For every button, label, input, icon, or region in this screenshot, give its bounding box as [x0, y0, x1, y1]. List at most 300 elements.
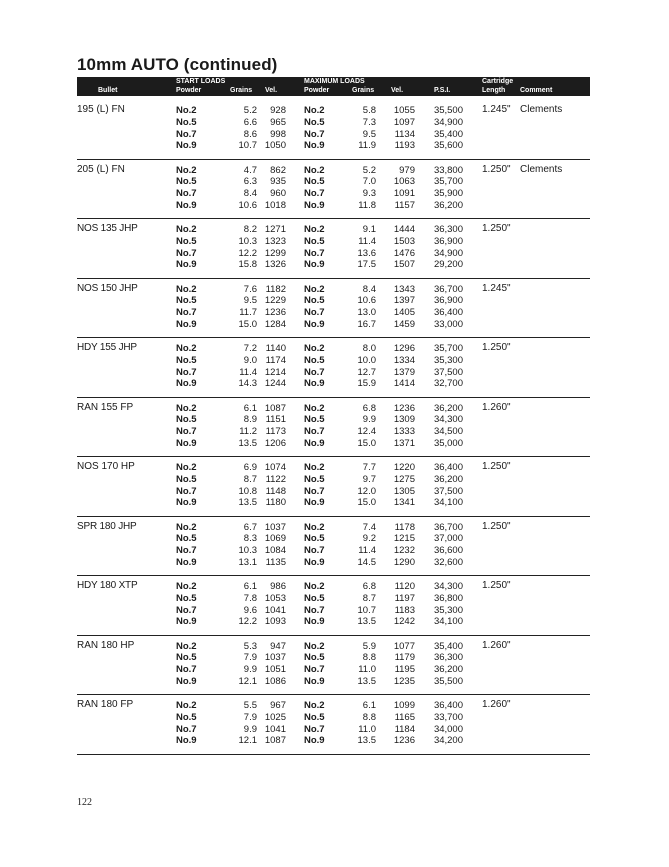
max-powder: No.2: [304, 581, 325, 592]
psi: 36,400: [433, 462, 463, 473]
start-powder: No.2: [176, 164, 197, 176]
start-powder: No.2: [176, 640, 197, 652]
start-grains: 7.9: [243, 652, 257, 664]
start-grains: 12.2: [238, 247, 257, 259]
start-grains: 5.5: [243, 700, 257, 711]
comment: Clements: [520, 104, 563, 115]
table-row: [77, 724, 590, 736]
max-powder: No.2: [304, 640, 325, 652]
psi: 36,800: [433, 592, 463, 604]
table-row: [77, 307, 590, 319]
max-powder: No.2: [304, 521, 325, 533]
max-grains: 11.4: [358, 545, 376, 557]
start-grains: 13.5: [238, 497, 257, 509]
start-vel: 1037: [264, 521, 286, 533]
max-grains: 10.0: [357, 354, 376, 366]
start-vel: 862: [270, 164, 286, 176]
max-grains: 11.0: [358, 723, 376, 735]
table-row: [77, 248, 590, 260]
start-grains: 4.7: [243, 164, 257, 176]
psi: 37,000: [433, 533, 463, 545]
max-vel: 1309: [393, 414, 415, 426]
table-row: [77, 474, 590, 486]
max-powder: No.2: [304, 343, 325, 354]
max-grains: 8.7: [362, 592, 376, 604]
max-grains: 8.0: [362, 343, 376, 354]
load-group: [77, 457, 590, 517]
max-vel: 1178: [394, 521, 415, 533]
max-vel: 1444: [393, 224, 415, 235]
psi: 35,900: [433, 188, 463, 200]
max-vel: 1341: [393, 497, 415, 509]
max-powder: No.2: [304, 164, 325, 176]
table-row: [77, 545, 590, 557]
start-vel: 1093: [264, 616, 286, 628]
max-vel: 1414: [393, 378, 415, 390]
start-vel: 1174: [265, 354, 286, 366]
table-row: [77, 676, 590, 688]
start-powder: No.7: [176, 664, 197, 676]
max-grains: 11.8: [358, 199, 376, 211]
table-row: [77, 652, 590, 664]
table-row: [77, 284, 590, 296]
max-vel: 1183: [394, 604, 415, 616]
table-row: [77, 224, 590, 236]
start-grains: 8.4: [243, 188, 257, 200]
max-powder: No.7: [304, 188, 325, 200]
start-grains: 9.0: [243, 354, 257, 366]
psi: 34,900: [433, 247, 463, 259]
load-group: [77, 160, 590, 220]
table-row: [77, 522, 590, 534]
start-vel: 1151: [265, 414, 286, 426]
start-vel: 1180: [265, 497, 286, 509]
start-vel: 998: [270, 128, 286, 140]
cartridge-length: 1.250": [482, 342, 511, 353]
cartridge-length: 1.250": [482, 163, 511, 175]
start-grains: 10.6: [238, 199, 257, 211]
max-powder: No.9: [304, 378, 325, 390]
start-grains: 10.8: [238, 485, 257, 497]
start-powder: No.9: [176, 199, 197, 211]
psi: 34,200: [433, 735, 463, 747]
header-start-vel: Vel.: [265, 87, 278, 94]
start-powder: No.9: [176, 497, 197, 509]
max-powder: No.5: [304, 711, 325, 723]
start-grains: 6.1: [243, 402, 257, 414]
start-grains: 13.5: [238, 437, 257, 449]
start-grains: 15.0: [238, 318, 257, 330]
max-vel: 1193: [394, 140, 415, 152]
psi: 36,200: [433, 664, 463, 676]
max-powder: No.2: [304, 105, 325, 116]
psi: 34,000: [433, 723, 463, 735]
psi: 35,300: [433, 604, 463, 616]
cartridge-length: 1.260": [482, 699, 511, 710]
max-powder: No.9: [304, 259, 325, 271]
start-vel: 1299: [264, 247, 286, 259]
max-grains: 12.0: [357, 485, 376, 497]
start-vel: 1041: [264, 604, 286, 616]
start-grains: 9.9: [243, 664, 257, 676]
start-powder: No.2: [176, 581, 197, 592]
start-vel: 1041: [264, 723, 286, 735]
load-group: [77, 517, 590, 577]
load-group: [77, 695, 590, 755]
start-powder: No.9: [176, 140, 197, 152]
max-powder: No.2: [304, 283, 325, 295]
start-vel: 1018: [264, 199, 286, 211]
max-powder: No.5: [304, 116, 325, 128]
table-row: [77, 105, 590, 117]
start-grains: 10.3: [238, 545, 257, 557]
max-grains: 9.2: [362, 533, 376, 545]
bullet-name: HDY 155 JHP: [77, 342, 137, 353]
start-vel: 1051: [264, 664, 286, 676]
psi: 36,200: [433, 199, 463, 211]
max-vel: 1165: [394, 711, 415, 723]
max-powder: No.5: [304, 414, 325, 426]
table-row: [77, 236, 590, 248]
start-powder: No.7: [176, 247, 197, 259]
start-grains: 9.9: [243, 723, 257, 735]
start-grains: 10.3: [238, 235, 257, 247]
load-group: [77, 100, 590, 160]
max-vel: 1097: [393, 116, 415, 128]
max-grains: 8.8: [362, 711, 376, 723]
start-grains: 12.1: [238, 735, 257, 747]
bullet-name: HDY 180 XTP: [77, 580, 138, 591]
max-grains: 8.8: [362, 652, 376, 664]
start-vel: 1284: [264, 318, 286, 330]
max-vel: 1333: [393, 426, 415, 438]
table-header: [77, 77, 590, 96]
start-vel: 947: [270, 640, 286, 652]
start-grains: 12.2: [238, 616, 257, 628]
start-powder: No.7: [176, 485, 197, 497]
start-powder: No.7: [176, 723, 197, 735]
max-grains: 9.3: [362, 188, 376, 200]
table-row: [77, 355, 590, 367]
max-grains: 15.0: [357, 497, 376, 509]
start-grains: 6.1: [243, 581, 257, 592]
start-powder: No.9: [176, 437, 197, 449]
max-powder: No.5: [304, 295, 325, 307]
psi: 36,900: [433, 235, 463, 247]
max-grains: 11.4: [358, 235, 376, 247]
header-length: Length: [482, 87, 506, 94]
table-row: [77, 497, 590, 509]
max-vel: 1077: [393, 640, 415, 652]
max-powder: No.5: [304, 592, 325, 604]
start-powder: No.2: [176, 402, 197, 414]
start-powder: No.2: [176, 105, 197, 116]
max-vel: 1476: [393, 247, 415, 259]
max-grains: 7.7: [362, 462, 376, 473]
max-grains: 13.5: [357, 735, 376, 747]
start-vel: 1135: [265, 556, 286, 568]
psi: 33,800: [433, 164, 463, 176]
table-row: [77, 700, 590, 712]
header-comment: Comment: [520, 87, 553, 94]
start-vel: 1087: [264, 735, 286, 747]
cartridge-length: 1.245": [482, 104, 511, 115]
psi: 33,000: [433, 318, 463, 330]
psi: 34,900: [433, 116, 463, 128]
cartridge-length: 1.250": [482, 223, 511, 234]
max-vel: 1405: [393, 307, 415, 319]
max-grains: 6.8: [362, 581, 376, 592]
max-vel: 1397: [393, 295, 415, 307]
start-grains: 13.1: [238, 556, 257, 568]
psi: 32,700: [433, 378, 463, 390]
max-vel: 1184: [394, 723, 415, 735]
max-vel: 1179: [394, 652, 415, 664]
start-vel: 1122: [265, 473, 286, 485]
table-row: [77, 117, 590, 129]
bullet-name: 195 (L) FN: [77, 104, 125, 115]
max-grains: 12.4: [357, 426, 376, 438]
start-grains: 8.3: [243, 533, 257, 545]
table-row: [77, 140, 590, 152]
max-grains: 11.0: [358, 664, 376, 676]
psi: 36,200: [433, 402, 463, 414]
table-row: [77, 533, 590, 545]
psi: 35,400: [433, 640, 463, 652]
max-vel: 1120: [394, 581, 415, 592]
max-vel: 1091: [393, 188, 415, 200]
start-powder: No.5: [176, 176, 197, 188]
start-vel: 960: [270, 188, 286, 200]
max-vel: 1220: [393, 462, 415, 473]
start-powder: No.7: [176, 188, 197, 200]
table-row: [77, 641, 590, 653]
bullet-name: 205 (L) FN: [77, 163, 125, 175]
max-grains: 14.5: [357, 556, 376, 568]
start-grains: 14.3: [238, 378, 257, 390]
header-max-vel: Vel.: [391, 87, 404, 94]
start-vel: 1086: [264, 675, 286, 687]
psi: 35,700: [433, 176, 463, 188]
table-row: [77, 462, 590, 474]
load-group: [77, 398, 590, 458]
start-powder: No.9: [176, 378, 197, 390]
max-vel: 1343: [393, 283, 415, 295]
max-powder: No.9: [304, 497, 325, 509]
load-group: [77, 338, 590, 398]
max-powder: No.2: [304, 700, 325, 711]
max-vel: 1195: [394, 664, 415, 676]
psi: 29,200: [433, 259, 463, 271]
header-start-grains: Grains: [230, 87, 253, 94]
max-vel: 1236: [393, 402, 415, 414]
table-row: [77, 616, 590, 628]
psi: 36,400: [433, 307, 463, 319]
start-vel: 1140: [265, 343, 286, 354]
max-grains: 5.8: [362, 105, 376, 116]
table-row: [77, 259, 590, 271]
psi: 36,400: [433, 700, 463, 711]
start-grains: 5.2: [243, 105, 257, 116]
page-title: 10mm AUTO (continued): [77, 55, 278, 74]
max-vel: 1459: [393, 318, 415, 330]
start-powder: No.7: [176, 307, 197, 319]
start-grains: 9.6: [243, 604, 257, 616]
max-vel: 979: [399, 164, 415, 176]
table-row: [77, 486, 590, 498]
start-powder: No.5: [176, 711, 197, 723]
max-powder: No.5: [304, 533, 325, 545]
table-row: [77, 176, 590, 188]
max-grains: 15.0: [357, 437, 376, 449]
table-row: [77, 557, 590, 569]
psi: 35,500: [433, 105, 463, 116]
start-grains: 10.7: [238, 140, 257, 152]
start-powder: No.7: [176, 604, 197, 616]
start-vel: 965: [270, 116, 286, 128]
max-powder: No.7: [304, 128, 325, 140]
max-powder: No.5: [304, 176, 325, 188]
bullet-name: NOS 150 JHP: [77, 282, 138, 294]
max-grains: 13.5: [357, 675, 376, 687]
cartridge-length: 1.250": [482, 580, 511, 591]
table-row: [77, 378, 590, 390]
table-row: [77, 367, 590, 379]
start-grains: 6.7: [243, 521, 257, 533]
max-grains: 9.5: [362, 128, 376, 140]
max-powder: No.9: [304, 556, 325, 568]
psi: 35,500: [433, 675, 463, 687]
start-powder: No.7: [176, 545, 197, 557]
table-row: [77, 712, 590, 724]
start-powder: No.5: [176, 473, 197, 485]
start-vel: 1244: [264, 378, 286, 390]
max-grains: 11.9: [358, 140, 376, 152]
start-vel: 1206: [264, 437, 286, 449]
psi: 36,700: [433, 283, 463, 295]
table-row: [77, 343, 590, 355]
psi: 36,300: [433, 224, 463, 235]
max-grains: 9.1: [362, 224, 376, 235]
max-powder: No.7: [304, 247, 325, 259]
bullet-name: NOS 170 HP: [77, 461, 135, 472]
start-grains: 11.4: [239, 366, 257, 378]
start-powder: No.9: [176, 616, 197, 628]
start-powder: No.5: [176, 116, 197, 128]
header-max-powder: Powder: [304, 87, 330, 94]
table-row: [77, 735, 590, 747]
start-powder: No.2: [176, 343, 197, 354]
start-grains: 15.8: [238, 259, 257, 271]
max-grains: 5.2: [362, 164, 376, 176]
max-powder: No.9: [304, 318, 325, 330]
bullet-name: NOS 135 JHP: [77, 223, 138, 234]
max-vel: 1197: [394, 592, 415, 604]
max-grains: 9.9: [362, 414, 376, 426]
max-grains: 13.0: [357, 307, 376, 319]
start-vel: 1087: [264, 402, 286, 414]
max-vel: 1379: [393, 366, 415, 378]
start-vel: 1148: [265, 485, 286, 497]
header-psi: P.S.I.: [434, 87, 451, 94]
max-vel: 1503: [393, 235, 415, 247]
psi: 33,700: [433, 711, 463, 723]
max-powder: No.2: [304, 402, 325, 414]
max-powder: No.7: [304, 545, 325, 557]
start-powder: No.9: [176, 318, 197, 330]
start-powder: No.7: [176, 366, 197, 378]
max-powder: No.9: [304, 616, 325, 628]
start-grains: 12.1: [238, 675, 257, 687]
max-powder: No.7: [304, 664, 325, 676]
max-powder: No.9: [304, 437, 325, 449]
start-powder: No.5: [176, 295, 197, 307]
load-group: [77, 636, 590, 696]
psi: 36,900: [433, 295, 463, 307]
start-powder: No.7: [176, 426, 197, 438]
psi: 36,600: [433, 545, 463, 557]
psi: 35,400: [433, 128, 463, 140]
max-vel: 1215: [393, 533, 415, 545]
max-vel: 1157: [394, 199, 415, 211]
max-powder: No.2: [304, 224, 325, 235]
start-powder: No.2: [176, 462, 197, 473]
max-vel: 1242: [393, 616, 415, 628]
max-vel: 1232: [393, 545, 415, 557]
max-grains: 13.5: [357, 616, 376, 628]
psi: 35,700: [433, 343, 463, 354]
max-vel: 1099: [393, 700, 415, 711]
header-start-powder: Powder: [176, 87, 202, 94]
max-grains: 6.1: [362, 700, 376, 711]
start-grains: 7.2: [243, 343, 257, 354]
load-group: [77, 279, 590, 339]
psi: 34,100: [433, 497, 463, 509]
max-grains: 10.6: [357, 295, 376, 307]
header-maximum-loads: MAXIMUM LOADS: [304, 78, 365, 85]
header-cartridge: Cartridge: [482, 78, 514, 85]
bullet-name: RAN 155 FP: [77, 401, 134, 413]
table-row: [77, 438, 590, 450]
bullet-name: SPR 180 JHP: [77, 520, 137, 532]
psi: 36,700: [433, 521, 463, 533]
bullet-name: RAN 180 HP: [77, 639, 135, 651]
max-grains: 6.8: [362, 402, 376, 414]
start-vel: 967: [270, 700, 286, 711]
start-grains: 6.6: [243, 116, 257, 128]
start-grains: 8.9: [243, 414, 257, 426]
table-row: [77, 403, 590, 415]
load-table-body: [77, 100, 590, 755]
start-vel: 986: [270, 581, 286, 592]
start-powder: No.9: [176, 675, 197, 687]
start-powder: No.5: [176, 414, 197, 426]
start-vel: 1053: [264, 592, 286, 604]
start-grains: 7.8: [243, 592, 257, 604]
max-vel: 1134: [394, 128, 415, 140]
load-group: [77, 219, 590, 279]
table-row: [77, 426, 590, 438]
header-bullet: Bullet: [98, 87, 118, 94]
max-powder: No.2: [304, 462, 325, 473]
psi: 34,300: [433, 581, 463, 592]
table-row: [77, 295, 590, 307]
psi: 35,000: [433, 437, 463, 449]
start-vel: 1323: [264, 235, 286, 247]
start-vel: 1173: [265, 426, 286, 438]
start-vel: 1050: [264, 140, 286, 152]
start-vel: 1025: [264, 711, 286, 723]
